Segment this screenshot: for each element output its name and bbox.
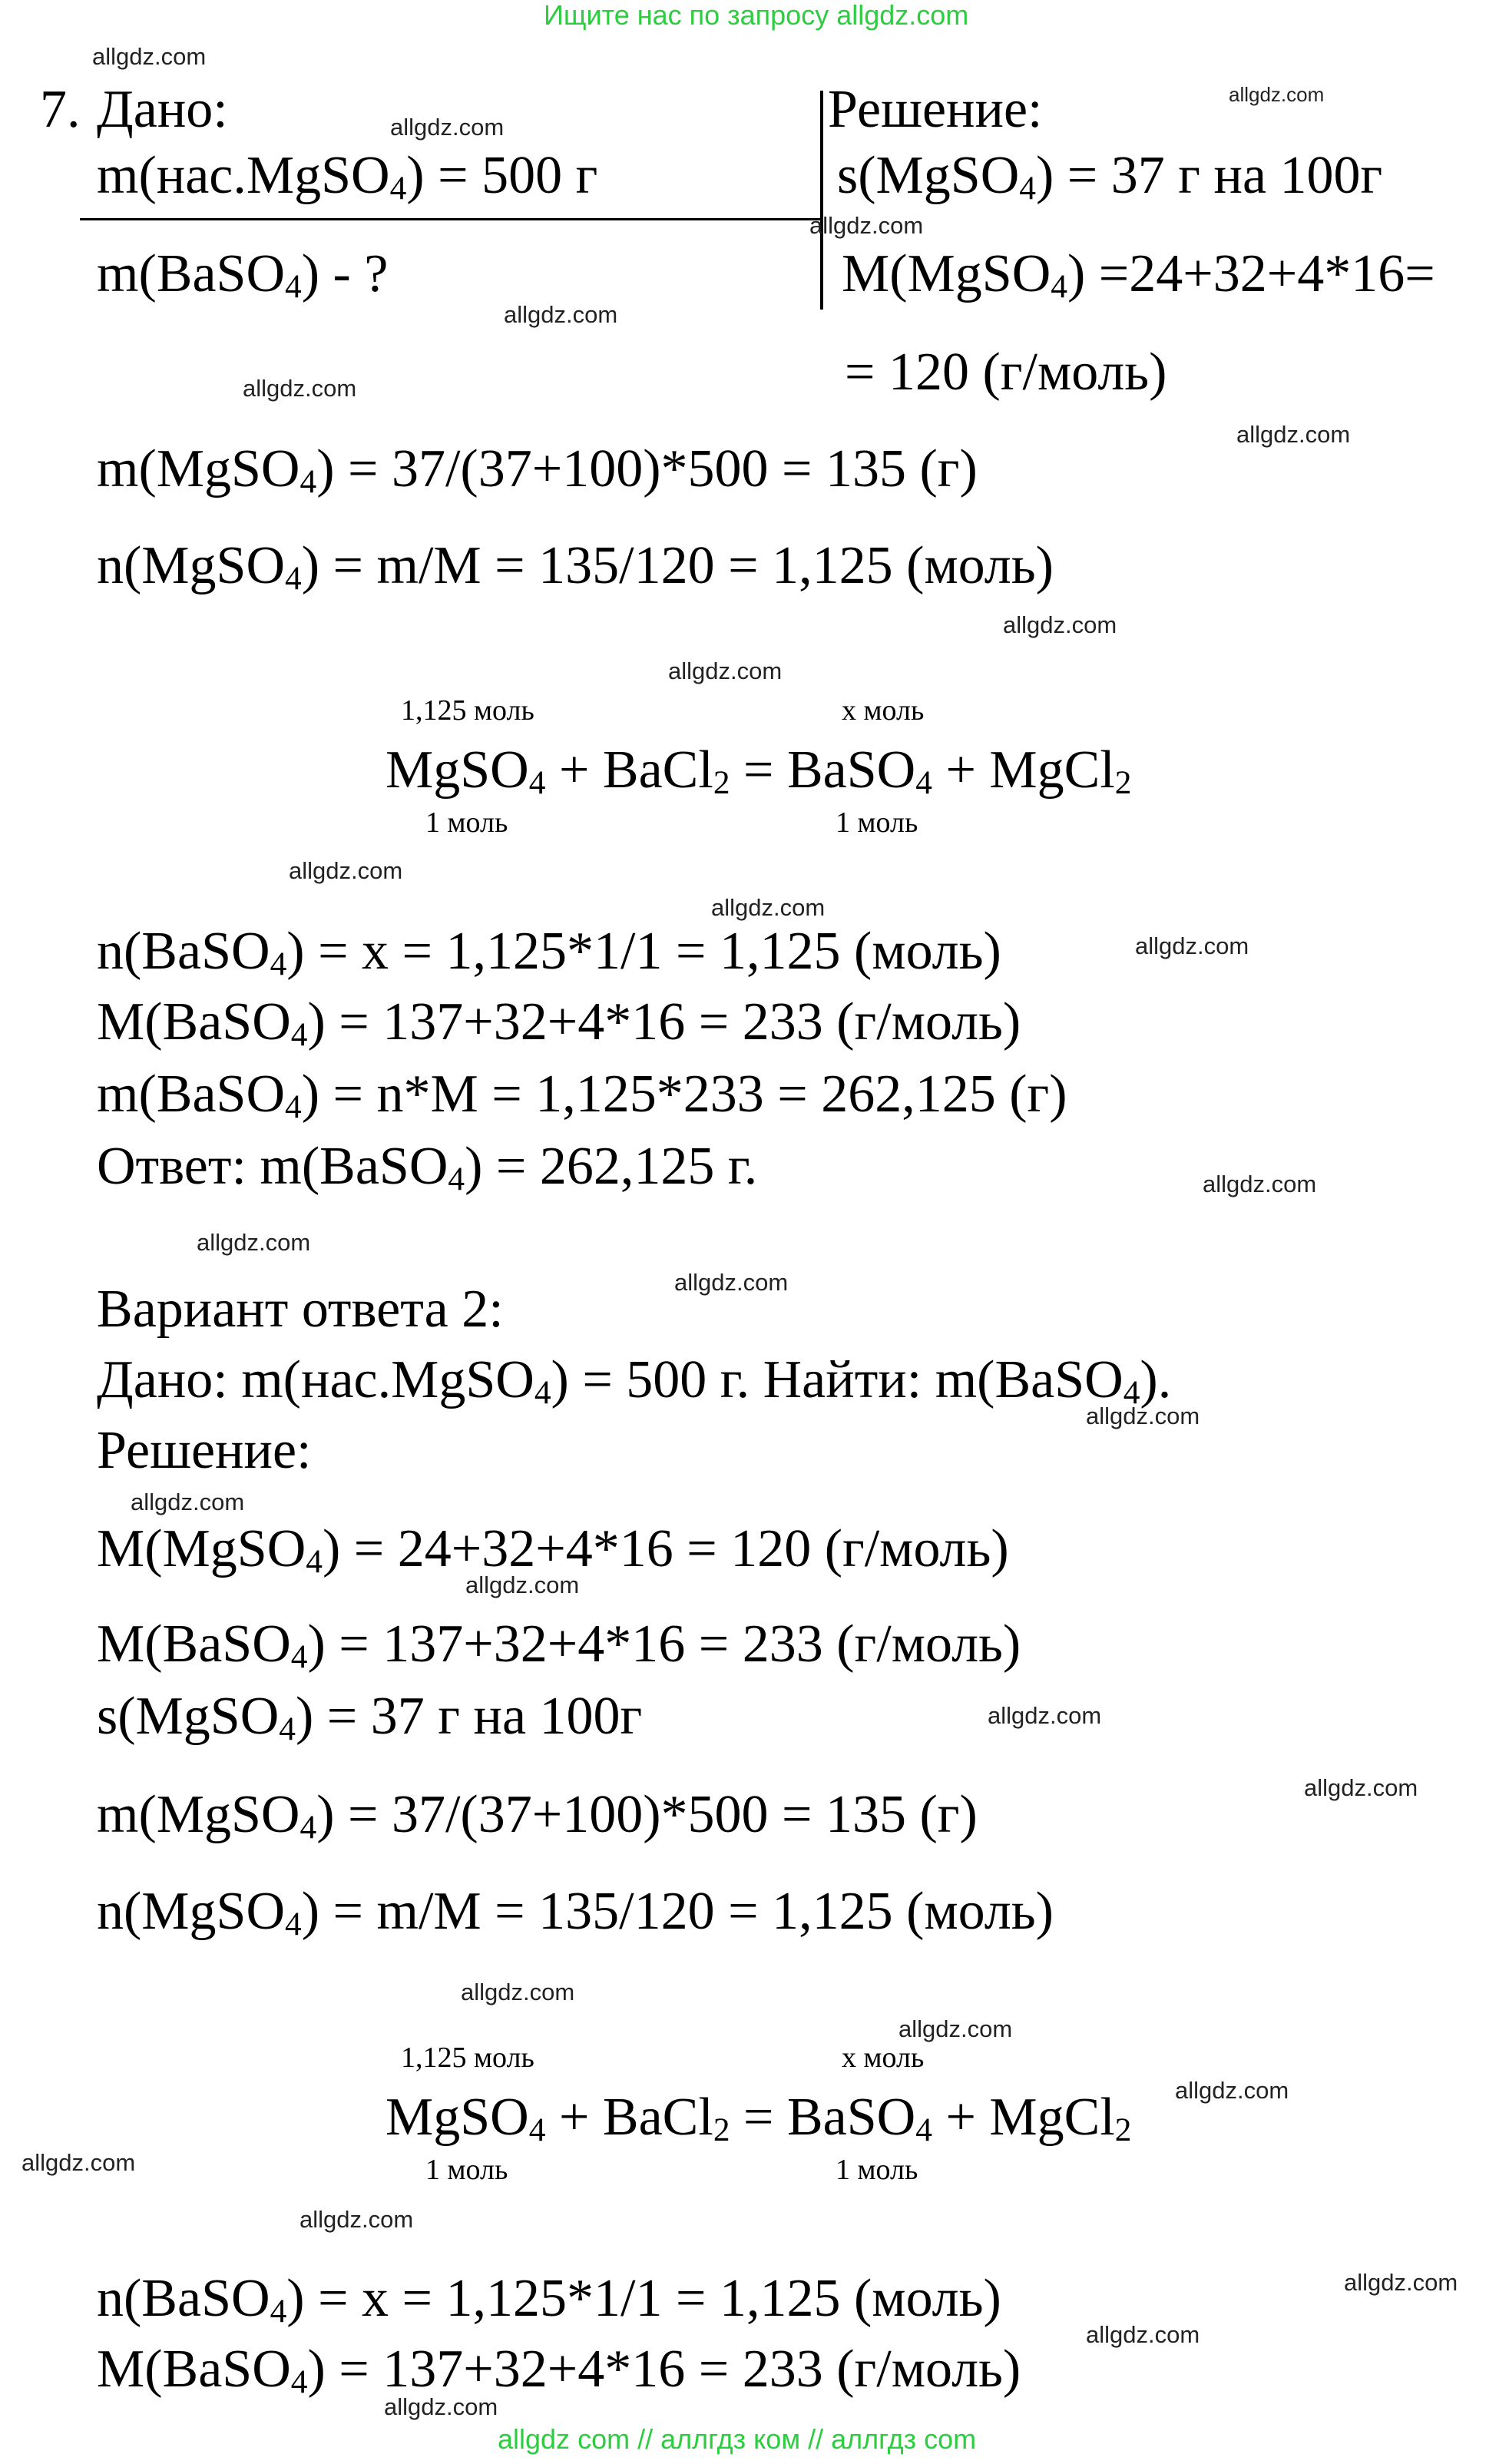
watermark: allgdz.com xyxy=(1003,611,1117,638)
watermark: allgdz.com xyxy=(197,1229,311,1256)
eq1-below-right: 1 моль xyxy=(836,806,918,839)
problem-number: 7. xyxy=(40,80,81,139)
watermark: allgdz.com xyxy=(898,2015,1013,2042)
given-label: Дано: xyxy=(97,80,228,139)
eq2-below-right: 1 моль xyxy=(836,2154,918,2186)
v2-moles-baso4: n(BaSO$_4$) = х = 1,125*1/1 = 1,125 (моль) xyxy=(97,2269,1001,2330)
watermark: allgdz.com xyxy=(674,1269,789,1296)
v2-solubility: s(MgSO$_4$) = 37 г на 100г xyxy=(97,1687,643,1747)
v2-mass-mgso4: m(MgSO$_4$) = 37/(37+100)*500 = 135 (г) xyxy=(97,1785,978,1846)
v2-molar-mass-mgso4: M(MgSO$_4$) = 24+32+4*16 = 120 (г/моль) xyxy=(97,1519,1009,1580)
header-banner[interactable]: Ищите нас по запросу allgdz.com xyxy=(544,0,969,31)
watermark: allgdz.com xyxy=(461,1979,575,2005)
watermark: allgdz.com xyxy=(465,1571,580,1598)
eq1-above-right: х моль xyxy=(842,694,925,727)
watermark: allgdz.com xyxy=(1203,1171,1317,1197)
watermark: allgdz.com xyxy=(390,114,505,141)
eq2-above-right: х моль xyxy=(842,2042,925,2074)
watermark: allgdz.com xyxy=(988,1702,1102,1729)
molar-mass-baso4-line: M(BaSO$_4$) = 137+32+4*16 = 233 (г/моль) xyxy=(97,992,1021,1053)
watermark: allgdz.com xyxy=(92,43,207,70)
mass-baso4-line: m(BaSO$_4$) = n*M = 1,125*233 = 262,125 (г) xyxy=(97,1065,1067,1125)
watermark: allgdz.com xyxy=(668,657,783,684)
watermark: allgdz.com xyxy=(1086,1403,1200,1429)
molar-mass-mgso4-result: = 120 (г/моль) xyxy=(845,343,1167,402)
watermark: allgdz.com xyxy=(1229,83,1325,106)
given-solution-separator xyxy=(820,91,823,310)
watermark: allgdz.com xyxy=(1086,2321,1200,2348)
watermark: allgdz.com xyxy=(504,301,618,328)
v2-moles-mgso4: n(MgSO$_4$) = m/M = 135/120 = 1,125 (моль) xyxy=(97,1882,1054,1942)
variant2-given: Дано: m(нас.MgSO$_4$) = 500 г. Найти: m(BaSO$_4$). xyxy=(97,1350,1172,1411)
variant2-solution-label: Решение: xyxy=(97,1421,312,1480)
moles-mgso4-line: n(MgSO$_4$) = m/M = 135/120 = 1,125 (моль) xyxy=(97,536,1054,597)
watermark: allgdz.com xyxy=(1175,2077,1289,2104)
v2-molar-mass-baso4: M(BaSO$_4$) = 137+32+4*16 = 233 (г/моль) xyxy=(97,1615,1021,1675)
v2-molar-mass-baso4-final: M(BaSO$_4$) = 137+32+4*16 = 233 (г/моль) xyxy=(97,2340,1021,2400)
reaction-equation-2: MgSO$_4$ + BaCl$_2$ = BaSO$_4$ + MgCl$_2$ xyxy=(386,2088,1132,2148)
mass-mgso4-line: m(MgSO$_4$) = 37/(37+100)*500 = 135 (г) xyxy=(97,439,978,500)
eq2-below-left: 1 моль xyxy=(425,2154,508,2186)
given-divider xyxy=(80,218,822,220)
watermark: allgdz.com xyxy=(1135,932,1249,959)
find-quantity: m(BaSO$_4$) - ? xyxy=(97,244,389,305)
watermark: allgdz.com xyxy=(131,1489,245,1515)
watermark: allgdz.com xyxy=(243,375,357,402)
watermark: allgdz.com xyxy=(289,857,403,884)
given-mass: m(нас.MgSO$_4$) = 500 г xyxy=(97,146,598,207)
watermark: allgdz.com xyxy=(711,894,826,921)
eq1-below-left: 1 моль xyxy=(425,806,508,839)
solution-label: Решение: xyxy=(828,80,1043,139)
eq2-above-left: 1,125 моль xyxy=(401,2042,534,2074)
watermark: allgdz.com xyxy=(809,212,924,239)
watermark: allgdz.com xyxy=(22,2149,136,2176)
footer-banner[interactable]: allgdz com // аллгдз ком // аллгдз com xyxy=(498,2423,977,2455)
variant2-title: Вариант ответа 2: xyxy=(97,1280,504,1339)
solubility-line: s(MgSO$_4$) = 37 г на 100г xyxy=(837,146,1383,207)
watermark: allgdz.com xyxy=(299,2206,414,2233)
molar-mass-mgso4: M(MgSO$_4$) =24+32+4*16= xyxy=(842,244,1435,305)
answer-line: Ответ: m(BaSO$_4$) = 262,125 г. xyxy=(97,1137,758,1197)
eq1-above-left: 1,125 моль xyxy=(401,694,534,727)
watermark: allgdz.com xyxy=(1304,1774,1418,1801)
watermark: allgdz.com xyxy=(384,2393,498,2420)
reaction-equation-1: MgSO$_4$ + BaCl$_2$ = BaSO$_4$ + MgCl$_2$ xyxy=(386,740,1132,801)
watermark: allgdz.com xyxy=(1236,421,1351,448)
watermark: allgdz.com xyxy=(1344,2269,1458,2296)
moles-baso4-line: n(BaSO$_4$) = х = 1,125*1/1 = 1,125 (моль) xyxy=(97,922,1001,982)
